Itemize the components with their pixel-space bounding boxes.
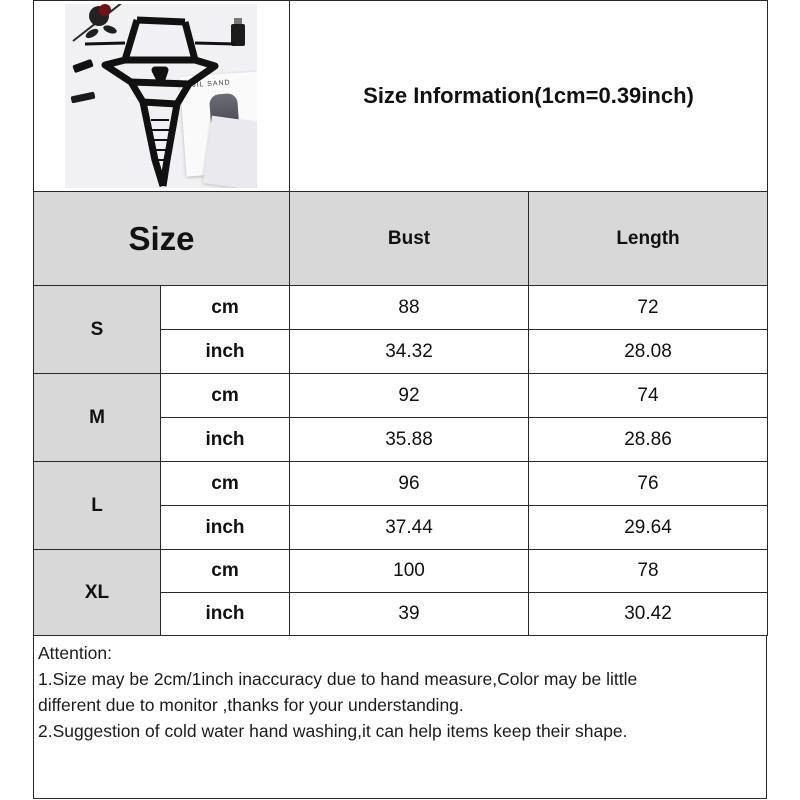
unit-label: cm [211,560,239,581]
length-value: 76 [637,472,659,494]
length-value: 30.42 [624,603,672,624]
unit-cell [160,285,290,330]
length-value: 28.86 [624,428,672,450]
length-header: Length [616,227,680,249]
size-header-cell [33,191,290,286]
bust-value-cell [289,461,529,506]
bust-value-cell [289,373,529,418]
size-label: S [90,318,104,340]
bust-value: 39 [398,603,420,624]
unit-label: inch [205,340,245,362]
size-label: XL [84,581,110,603]
bust-value: 35.88 [385,428,433,450]
unit-label: inch [205,428,245,450]
unit-cell [160,329,290,374]
bust-value-cell [289,417,529,462]
unit-cell [160,461,290,506]
size-label: L [91,494,103,516]
unit-label: cm [211,296,239,318]
bust-value: 88 [398,296,420,318]
length-value: 29.64 [624,516,672,538]
bust-value: 37.44 [385,516,433,538]
unit-cell [160,592,290,636]
bust-value: 100 [393,560,425,581]
bust-value-cell [289,329,529,374]
size-label: M [89,406,105,428]
attention-line: 1.Size may be 2cm/1inch inaccuracy due to hand measure,Color may be little [38,669,638,689]
unit-cell [160,373,290,418]
size-label-cell [33,549,161,636]
bust-header: Bust [387,227,431,249]
unit-label: inch [205,603,245,624]
product-photo [65,4,257,188]
unit-cell [160,505,290,550]
unit-label: cm [211,384,239,406]
length-value-cell [528,461,768,506]
magazine-card-text: JIL SAND [191,79,231,90]
unit-cell [160,549,290,593]
length-value: 72 [637,296,659,318]
size-info-title: Size Information(1cm=0.39inch) [363,83,694,108]
length-value: 28.08 [624,340,672,362]
bust-value-cell [289,505,529,550]
attention-line: 2.Suggestion of cold water hand washing,it can help items keep their shape. [38,721,628,741]
size-label-cell [33,373,161,462]
bust-header-cell [289,191,529,286]
length-value-cell [528,373,768,418]
length-value-cell [528,592,768,636]
unit-cell [160,417,290,462]
unit-label: inch [205,516,245,538]
size-label-cell [33,285,161,374]
length-value-cell [528,329,768,374]
bust-value-cell [289,592,529,636]
length-value-cell [528,549,768,593]
length-value-cell [528,417,768,462]
bust-value: 96 [398,472,420,494]
length-header-cell [528,191,768,286]
bust-value-cell [289,285,529,330]
attention-title: Attention: [38,643,112,663]
attention-box [33,635,767,799]
length-value-cell [528,285,768,330]
bust-value-cell [289,549,529,593]
unit-label: cm [211,472,239,494]
size-label-cell [33,461,161,550]
size-header: Size [128,219,195,257]
length-value: 78 [637,560,659,581]
bust-value: 92 [398,384,420,406]
length-value-cell [528,505,768,550]
length-value: 74 [637,384,659,406]
bust-value: 34.32 [385,340,433,362]
size-info-title-cell [289,0,768,192]
attention-line: different due to monitor ,thanks for your understanding. [38,695,464,715]
